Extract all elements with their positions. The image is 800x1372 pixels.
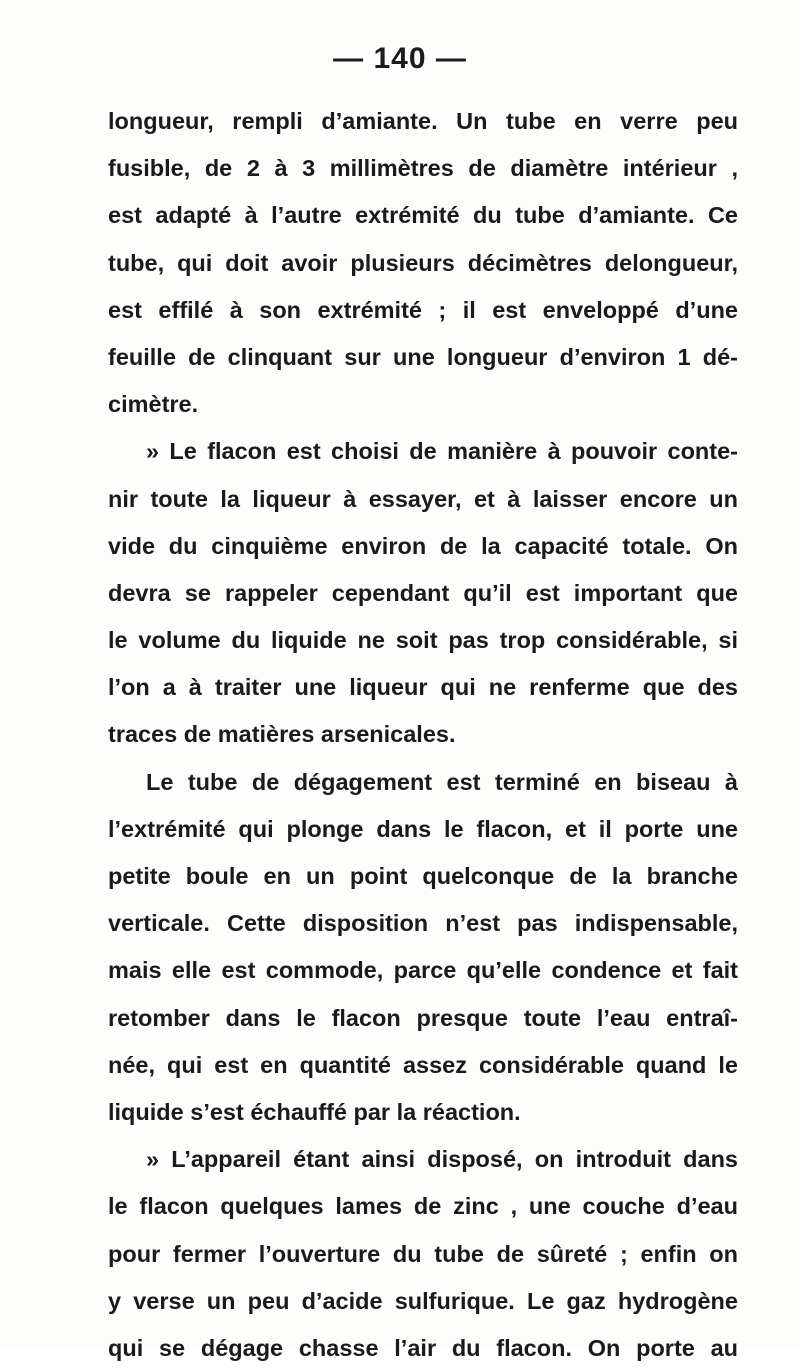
text-line: traces de matières arsenicales.	[108, 721, 456, 748]
text-line: fusible, de 2 à 3 millimètres de diamètre intérieur ,	[108, 155, 738, 182]
text-line: qui se dégage chasse l’air du flacon. On porte au	[108, 1334, 738, 1361]
page-number: — 140 —	[333, 42, 467, 75]
text-line: le volume du liquide ne soit pas trop considérable, si	[108, 627, 738, 654]
text-line: » Le flacon est choisi de manière à pouvoir conte-	[146, 438, 738, 465]
text-line: vide du cinquième environ de la capacité totale. On	[108, 532, 738, 559]
text-line: petite boule en un point quelconque de la branche	[108, 863, 738, 889]
text-line: Le tube de dégagement est terminé en biseau à	[146, 768, 738, 795]
text-line: est adapté à l’autre extrémité du tube d’amiante. Ce	[108, 202, 738, 229]
text-line: pour fermer l’ouverture du tube de sûreté ; enfin on	[108, 1240, 738, 1267]
text-line: l’extrémité qui plonge dans le flacon, et il porte une	[108, 815, 738, 842]
text-line: cimètre.	[108, 391, 199, 418]
text-line: l’on a à traiter une liqueur qui ne renferme que des	[108, 674, 738, 701]
text-line: mais elle est commode, parce qu’elle condence et fait	[108, 957, 738, 984]
text-line: feuille de clinquant sur une longueur d’environ 1 dé-	[108, 343, 738, 370]
text-line: y verse un peu d’acide sulfurique. Le gaz hydrogène	[108, 1287, 738, 1314]
text-line: nir toute la liqueur à essayer, et à laisser encore un	[108, 485, 738, 512]
text-line: retomber dans le flacon presque toute l’eau entraî-	[108, 1004, 738, 1031]
text-line: verticale. Cette disposition n’est pas indispensable,	[108, 910, 738, 937]
text-line: longueur, rempli d’amiante. Un tube en verre peu	[108, 108, 738, 134]
text-line: » L’appareil étant ainsi disposé, on introduit dans	[146, 1146, 738, 1173]
body-text	[108, 98, 738, 1372]
text-line: liquide s’est échauffé par la réaction.	[108, 1098, 521, 1125]
text-line: tube, qui doit avoir plusieurs décimètres delongueur,	[108, 249, 738, 276]
text-line: devra se rappeler cependant qu’il est important que	[108, 579, 738, 606]
text-line: le flacon quelques lames de zinc , une couche d’eau	[108, 1193, 738, 1220]
text-line: est effilé à son extrémité ; il est enveloppé d’une	[108, 296, 738, 323]
text-line: née, qui est en quantité assez considérable quand le	[108, 1051, 738, 1078]
